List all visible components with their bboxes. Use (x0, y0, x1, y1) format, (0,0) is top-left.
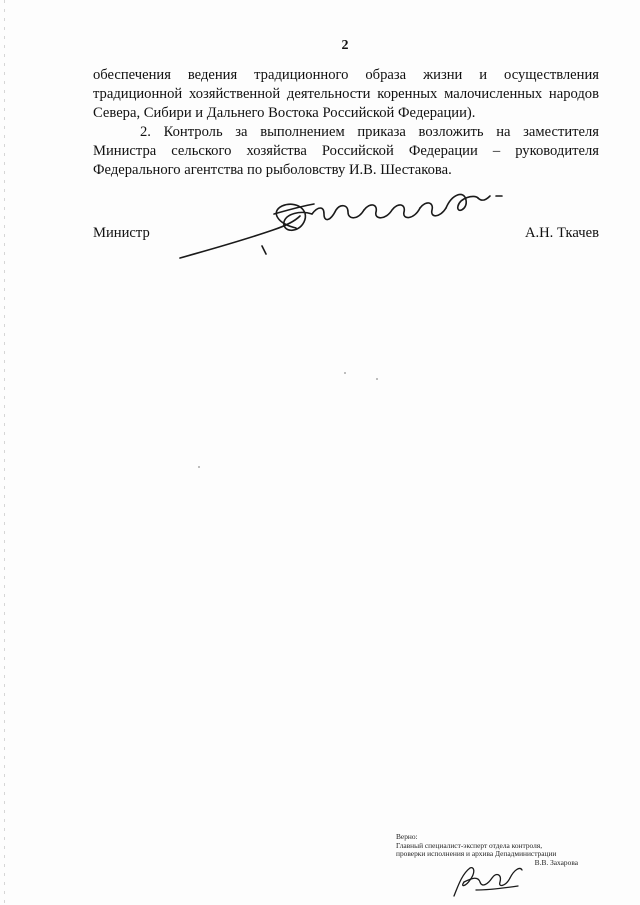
paragraph-continuation: обеспечения ведения традиционного образа жизни и осуществления традиционной хозяйственной деятельности коренных малочисленных народов Севера, Сибири и Дальнего Востока Российской Федерации). (93, 67, 599, 121)
certification-department: проверки исполнения и архива Депадминистрации (396, 849, 557, 859)
scan-speck (344, 372, 346, 374)
signature-row (93, 225, 599, 245)
certification-signature (448, 860, 528, 900)
paragraph-control-clause: 2. Контроль за выполнением приказа возложить на заместителя Министра сельского хозяйства Российской Федерации – руководителя Федерального агентства по рыболовству И.В. Шестакова. (93, 124, 599, 178)
signatory-title: Министр (93, 225, 150, 241)
document-body (93, 66, 599, 180)
signatory-name: А.Н. Ткачев (524, 225, 599, 241)
certification-label: Верно: (396, 832, 418, 841)
scan-speck (376, 378, 378, 380)
certification-position: Главный специалист-эксперт отдела контроля, (396, 840, 543, 850)
certification-name: В.В. Захарова (534, 857, 578, 867)
scan-edge-mark (4, 0, 5, 905)
page-number: 2 (341, 38, 349, 53)
scan-speck (198, 466, 200, 468)
